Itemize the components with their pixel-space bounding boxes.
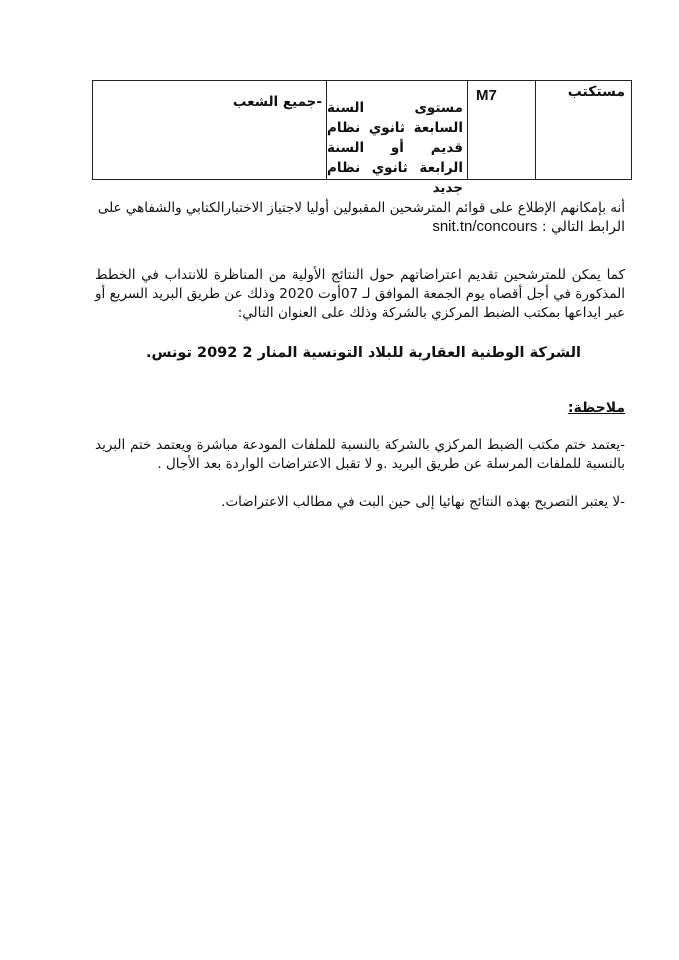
note-item-2: -لا يعتبر التصريح بهذه النتائج نهائيا إلى حين البت في مطالب الاعتراضات. (221, 494, 625, 510)
level-cell (327, 81, 468, 196)
specialty-cell (93, 81, 327, 180)
table-row (93, 81, 632, 180)
job-text: مستكتب (567, 84, 625, 100)
link-line (432, 218, 625, 235)
specialty-text: -جميع الشعب (232, 94, 322, 110)
company-address: الشركة الوطنية العقارية للبلاد التونسية المنار 2 2092 تونس. (145, 345, 581, 361)
results-link[interactable]: snit.tn/concours (432, 218, 538, 235)
note-item-1: -يعتمد ختم مكتب الضبط المركزي بالشركة بالنسبة للملفات المودعة مباشرة ويعتمد ختم البريد بالنسبة للملفات المرسلة عن طريق البريد .و لا تقبل الاعتراضات الواردة بعد الأجال . (95, 437, 625, 472)
code-cell (468, 81, 536, 180)
results-paragraph: أنه بإمكانهم الإطلاع على قوائم المترشحين المقبولين أوليا لاجتياز الاختبارالكتابي والشفاهي على (97, 200, 625, 216)
link-prefix: الرابط التالي : (541, 219, 625, 235)
note-title: ملاحظة: (567, 400, 625, 416)
positions-table (92, 80, 632, 196)
level-text: مستوى السنة السابعة ثانوي نظام قديم أو السنة الرابعة ثانوي نظام جديد (327, 100, 463, 196)
code-text: M7 (476, 87, 497, 104)
objections-paragraph: كما يمكن للمترشحين تقديم اعتراضاتهم حول النتائج الأولية من المناظرة للانتداب في الخطط المذكورة في أجل أقصاه يوم الجمعة الموافق لـ 07أوت 2020 وذلك عن طريق البريد السريع أو عبر ايداعها بمكتب الضبط المركزي بالشركة وذلك على العنوان التالي: (95, 267, 625, 321)
job-cell (536, 81, 632, 180)
